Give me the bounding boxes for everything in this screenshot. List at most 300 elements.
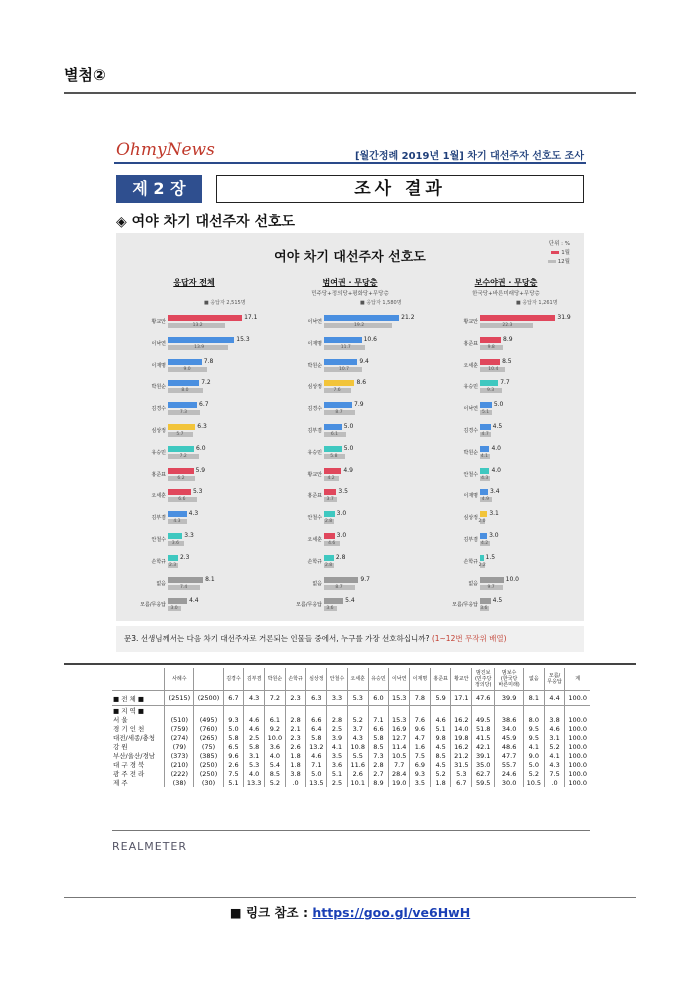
- table-cell: 4.4: [544, 691, 565, 706]
- value-previous: 2.3: [168, 562, 177, 568]
- value-previous: 4.7: [481, 432, 489, 437]
- candidate-name: 박원순: [151, 384, 166, 391]
- candidate-name: 김경수: [307, 406, 322, 413]
- table-cell: [451, 706, 472, 716]
- table-cell: 4.3: [244, 691, 265, 706]
- candidate-name: 심상정: [151, 428, 166, 434]
- table-cell: 4.3: [347, 733, 368, 742]
- table-cell: 4.1: [327, 742, 348, 751]
- bar-current: [480, 446, 489, 452]
- table-cell: 5.5: [347, 751, 368, 760]
- table-cell: 5.9: [430, 691, 451, 706]
- table-cell: .0: [544, 778, 565, 787]
- table-cell: 제 주: [113, 779, 128, 787]
- unit-label: 단위 : %: [548, 241, 570, 247]
- table-cell: 2.1: [285, 724, 306, 733]
- value-previous: 2.0: [478, 519, 486, 525]
- value-previous: 6.6: [178, 497, 186, 503]
- table-cell: ■ 전 체 ■: [112, 691, 165, 706]
- value-previous: 4.3: [173, 519, 181, 525]
- table-cell: 2.8: [368, 760, 389, 769]
- value-current: 6.3: [197, 423, 207, 430]
- value-previous: 9.0: [183, 366, 191, 372]
- table-cell: 범보수 (한국당 바른미래): [495, 668, 524, 691]
- table-cell: 5.4: [265, 760, 286, 769]
- table-cell: 없음: [523, 668, 544, 691]
- table-cell: 유승민: [368, 668, 389, 691]
- value-previous: 10.4: [488, 366, 499, 372]
- table-cell: 15.3: [389, 691, 410, 706]
- table-cell: 5.3: [347, 691, 368, 706]
- group-base: ■ 응답자 1,261명: [516, 300, 558, 306]
- value-previous: 10.7: [338, 366, 349, 372]
- table-cell: [165, 706, 194, 716]
- candidate-name: 홍준표: [151, 471, 166, 478]
- link-label: ■ 링크 참조 :: [229, 905, 313, 920]
- table-row: [112, 769, 590, 778]
- table-cell: 8.0: [523, 715, 544, 724]
- table-cell: 35.0: [472, 760, 495, 769]
- table-cell: ■ 지 역 ■: [113, 707, 145, 715]
- table-cell: 6.7: [451, 778, 472, 787]
- bar-current: [480, 533, 487, 539]
- table-cell: 55.7: [495, 760, 524, 769]
- section-title: ◈ 여야 차기 대선주자 선호도: [116, 214, 296, 230]
- table-cell: 100.0: [565, 778, 590, 787]
- table-cell: 16.2: [451, 715, 472, 724]
- value-current: 10.6: [363, 335, 377, 343]
- value-previous: 4.3: [481, 475, 489, 481]
- table-cell: 5.1: [430, 724, 451, 733]
- value-current: 9.7: [360, 575, 370, 583]
- table-cell: 7.7: [389, 760, 410, 769]
- table-cell: [565, 706, 590, 716]
- value-previous: 6.2: [177, 475, 185, 481]
- table-cell: 13.2: [306, 742, 327, 751]
- table-cell: 홍준표: [430, 668, 451, 691]
- value-current: 5.4: [345, 597, 355, 605]
- table-cell: 100.0: [565, 715, 590, 724]
- group-title: 범여권 · 무당층: [322, 278, 378, 287]
- legend-previous: 12월: [557, 259, 570, 265]
- table-cell: 2.5: [327, 778, 348, 787]
- table-cell: (250): [194, 760, 223, 769]
- legend-swatch-previous: [548, 260, 556, 263]
- bar-current: [480, 402, 492, 408]
- table-cell: 6.0: [368, 691, 389, 706]
- table-total-row: [112, 691, 590, 706]
- table-cell: [223, 706, 244, 716]
- table-cell: 13.5: [306, 778, 327, 787]
- table-cell: 4.0: [265, 751, 286, 760]
- table-cell: 4.3: [544, 760, 565, 769]
- table-cell: 4.5: [430, 742, 451, 751]
- candidate-name: 없음: [312, 580, 322, 587]
- table-cell: 59.5: [472, 778, 495, 787]
- table-cell: 47.7: [495, 751, 524, 760]
- table-cell: [544, 706, 565, 716]
- table-cell: 41.5: [472, 733, 495, 742]
- table-cell: 39.9: [495, 691, 524, 706]
- table-cell: 6.9: [410, 760, 431, 769]
- candidate-name: 김부겸: [151, 515, 166, 522]
- brand-divider: [114, 162, 586, 164]
- value-current: 4.0: [491, 466, 501, 474]
- bar-current: [324, 511, 335, 517]
- table-section-row: [112, 706, 590, 716]
- bar-current: [324, 555, 334, 561]
- value-current: 15.3: [236, 335, 250, 343]
- table-cell: 5.2: [265, 778, 286, 787]
- table-cell: 30.0: [495, 778, 524, 787]
- table-cell: 7.5: [544, 769, 565, 778]
- table-cell: 100.0: [565, 760, 590, 769]
- table-cell: 김경수: [223, 668, 244, 691]
- value-current: 3.1: [489, 510, 499, 518]
- value-current: 4.5: [492, 423, 503, 430]
- group-title: 응답자 전체: [173, 278, 215, 287]
- table-cell: (495): [194, 715, 223, 724]
- table-cell: 28.4: [389, 769, 410, 778]
- table-cell: [410, 706, 431, 716]
- table-cell: 51.8: [472, 724, 495, 733]
- bar-current: [324, 337, 362, 343]
- candidate-name: 모름/무응답: [296, 602, 322, 609]
- table-cell: 9.3: [410, 769, 431, 778]
- table-cell: (759): [165, 724, 194, 733]
- bar-current: [480, 468, 489, 474]
- candidate-name: 모름/무응답: [452, 602, 478, 609]
- bottom-divider: [64, 897, 636, 898]
- table-cell: 10.1: [347, 778, 368, 787]
- table-cell: 4.1: [523, 742, 544, 751]
- table-cell: 2.3: [285, 691, 306, 706]
- value-previous: 8.7: [335, 410, 343, 416]
- candidate-name: 안철수: [307, 515, 322, 522]
- candidate-name: 손학규: [463, 558, 478, 565]
- bar-current: [324, 489, 336, 495]
- table-cell: [306, 706, 327, 716]
- table-cell: 대 구 경 북: [113, 761, 145, 769]
- value-previous: 5.7: [176, 432, 184, 437]
- table-cell: 3.8: [285, 769, 306, 778]
- value-previous: 9.8: [487, 344, 495, 350]
- bar-current: [324, 359, 357, 365]
- table-cell: [265, 706, 286, 716]
- table-row: [112, 760, 590, 769]
- value-previous: 7.3: [179, 410, 187, 416]
- table-cell: 3.9: [327, 733, 348, 742]
- table-cell: 3.1: [244, 751, 265, 760]
- table-cell: 황교안: [451, 668, 472, 691]
- table-cell: 2.6: [347, 769, 368, 778]
- table-cell: [194, 706, 223, 716]
- table-cell: 7.5: [410, 751, 431, 760]
- table-cell: 1.6: [410, 742, 431, 751]
- value-previous: 3.6: [171, 541, 179, 546]
- table-cell: 9.6: [223, 751, 244, 760]
- bar-current: [168, 489, 191, 495]
- table-cell: 42.1: [472, 742, 495, 751]
- value-previous: 7.4: [180, 584, 188, 590]
- table-cell: 5.2: [430, 769, 451, 778]
- value-previous: 3.0: [170, 606, 178, 612]
- table-cell: [327, 706, 348, 716]
- table-cell: 6.6: [368, 724, 389, 733]
- value-current: 7.8: [203, 357, 214, 365]
- value-previous: 22.3: [502, 323, 513, 328]
- table-cell: 2.5: [327, 724, 348, 733]
- table-cell: 9.6: [410, 724, 431, 733]
- group-base: ■ 응답자 2,515명: [204, 300, 246, 306]
- table-cell: 강 원: [113, 743, 128, 751]
- table-cell: 2.7: [368, 769, 389, 778]
- value-current: 5.0: [343, 423, 354, 430]
- table-cell: 62.7: [472, 769, 495, 778]
- value-current: 5.9: [195, 466, 206, 474]
- table-cell: [347, 706, 368, 716]
- table-cell: 31.5: [451, 760, 472, 769]
- table-cell: (75): [194, 742, 223, 751]
- table-row: [112, 733, 590, 742]
- realmeter-logo: REALMETER: [112, 840, 187, 853]
- table-cell: 8.5: [430, 751, 451, 760]
- table-cell: (250): [194, 769, 223, 778]
- group-subtitle: 한국당+바른미래당+무당층: [472, 291, 540, 297]
- value-previous: 8.0: [181, 388, 189, 394]
- candidate-name: 안철수: [463, 471, 478, 478]
- candidate-name: 김경수: [463, 428, 478, 434]
- table-cell: 8.5: [368, 742, 389, 751]
- table-cell: 박원순: [265, 668, 286, 691]
- candidate-name: 없음: [468, 580, 478, 587]
- value-current: 1.5: [485, 553, 496, 561]
- value-current: 21.2: [401, 314, 415, 321]
- value-previous: 4.6: [328, 541, 336, 546]
- table-cell: 9.8: [430, 733, 451, 742]
- bar-current: [168, 380, 199, 386]
- value-current: 4.0: [491, 444, 501, 452]
- candidate-name: 박원순: [307, 362, 322, 369]
- bar-current: [324, 468, 341, 474]
- value-previous: 6.1: [330, 432, 338, 437]
- bar-current: [480, 359, 500, 365]
- table-cell: 2.8: [327, 715, 348, 724]
- bar-current: [168, 337, 234, 343]
- table-cell: (38): [165, 778, 194, 787]
- candidate-name: 오세훈: [463, 362, 478, 369]
- table-cell: (222): [165, 769, 194, 778]
- candidate-name: 홍준표: [463, 340, 478, 347]
- table-cell: 2.5: [244, 733, 265, 742]
- crosstab-table: [112, 668, 590, 787]
- table-row: [112, 724, 590, 733]
- table-cell: 5.0: [306, 769, 327, 778]
- table-cell: 7.6: [410, 715, 431, 724]
- value-previous: 4.2: [327, 475, 335, 481]
- table-cell: .0: [285, 778, 306, 787]
- table-cell: 1.8: [430, 778, 451, 787]
- value-previous: 7.6: [333, 388, 341, 394]
- table-cell: 4.6: [544, 724, 565, 733]
- value-previous: 11.7: [340, 344, 351, 350]
- table-cell: 7.3: [368, 751, 389, 760]
- preference-chart: [116, 233, 584, 621]
- candidate-name: 손학규: [151, 558, 166, 565]
- value-current: 3.4: [490, 488, 500, 496]
- value-current: 6.0: [196, 444, 206, 452]
- table-cell: 100.0: [565, 751, 590, 760]
- value-current: 3.0: [336, 532, 347, 539]
- value-previous: 2.8: [324, 519, 333, 525]
- table-cell: 7.1: [368, 715, 389, 724]
- table-cell: 5.8: [368, 733, 389, 742]
- table-cell: 이낙연: [389, 668, 410, 691]
- table-cell: 100.0: [565, 742, 590, 751]
- table-cell: 2.6: [223, 760, 244, 769]
- question-text: 문3. 선생님께서는 다음 차기 대선주자로 거론되는 인물들 중에서, 누구를 가장 선호하십니까?: [124, 634, 430, 643]
- candidate-name: 심상정: [463, 515, 478, 522]
- value-current: 4.3: [188, 510, 199, 518]
- bar-current: [168, 555, 178, 561]
- table-cell: 6.6: [306, 715, 327, 724]
- candidate-name: 유승민: [151, 449, 166, 456]
- table-cell: 3.7: [347, 724, 368, 733]
- table-cell: 안철수: [327, 668, 348, 691]
- table-cell: 7.2: [265, 691, 286, 706]
- value-current: 9.4: [359, 357, 369, 365]
- value-current: 5.3: [192, 488, 203, 496]
- table-cell: [472, 706, 495, 716]
- table-cell: 3.5: [327, 751, 348, 760]
- bar-current: [168, 424, 195, 430]
- table-cell: 5.0: [223, 724, 244, 733]
- table-cell: 38.6: [495, 715, 524, 724]
- table-cell: 7.1: [306, 760, 327, 769]
- candidate-name: 김경수: [151, 406, 166, 413]
- value-current: 6.7: [199, 401, 209, 409]
- table-cell: 6.7: [223, 691, 244, 706]
- table-cell: 9.5: [523, 724, 544, 733]
- table-cell: 48.6: [495, 742, 524, 751]
- table-cell: 4.6: [430, 715, 451, 724]
- table-cell: 100.0: [565, 769, 590, 778]
- table-cell: 5.1: [327, 769, 348, 778]
- legend-current: 1월: [561, 250, 570, 256]
- bar-current: [480, 511, 487, 517]
- value-current: 2.3: [179, 553, 190, 561]
- table-row: [112, 751, 590, 760]
- bar-current: [480, 337, 501, 343]
- bar-current: [168, 511, 187, 517]
- bar-current: [480, 315, 555, 321]
- table-cell: 5.2: [544, 742, 565, 751]
- table-cell: 49.5: [472, 715, 495, 724]
- table-cell: 4.6: [306, 751, 327, 760]
- value-current: 7.7: [500, 379, 510, 387]
- candidate-name: 김부겸: [307, 428, 322, 434]
- bar-current: [168, 598, 187, 604]
- table-cell: 16.9: [389, 724, 410, 733]
- value-current: 31.9: [557, 314, 571, 321]
- table-cell: (265): [194, 733, 223, 742]
- table-cell: 3.6: [327, 760, 348, 769]
- table-cell: 계: [565, 668, 590, 691]
- table-cell: 3.1: [544, 733, 565, 742]
- table-cell: 오세훈: [347, 668, 368, 691]
- table-cell: 100.0: [565, 691, 590, 706]
- table-cell: 서 울: [113, 716, 128, 724]
- value-previous: 5.8: [330, 453, 338, 459]
- bar-current: [324, 598, 343, 604]
- value-previous: 9.3: [486, 388, 495, 394]
- value-previous: 4.2: [480, 541, 489, 546]
- table-cell: 광 주 전 라: [113, 770, 145, 778]
- table-bottom-rule: [112, 830, 590, 831]
- candidate-name: 홍준표: [307, 493, 322, 500]
- value-previous: 2.2: [478, 562, 486, 568]
- table-cell: 5.1: [223, 778, 244, 787]
- table-cell: 9.0: [523, 751, 544, 760]
- group-title: 보수야권 · 무당층: [474, 278, 538, 287]
- bar-current: [168, 315, 242, 321]
- table-cell: 6.1: [265, 715, 286, 724]
- table-cell: (79): [165, 742, 194, 751]
- value-current: 5.0: [493, 401, 504, 409]
- table-cell: 39.1: [472, 751, 495, 760]
- value-previous: 3.6: [326, 606, 334, 612]
- table-cell: [368, 706, 389, 716]
- candidate-name: 김부겸: [463, 537, 478, 543]
- value-current: 3.5: [338, 488, 348, 496]
- value-previous: 13.2: [192, 323, 203, 328]
- table-cell: 21.2: [451, 751, 472, 760]
- top-divider: [64, 92, 636, 94]
- table-cell: (760): [194, 724, 223, 733]
- candidate-name: 이낙연: [307, 319, 322, 325]
- table-cell: 5.3: [451, 769, 472, 778]
- table-cell: [285, 706, 306, 716]
- chapter-title: 조사 결과: [216, 175, 584, 203]
- table-cell: [194, 668, 223, 691]
- bar-current: [324, 380, 354, 386]
- table-cell: (210): [165, 760, 194, 769]
- table-cell: 이재명: [410, 668, 431, 691]
- value-previous: 4.9: [481, 497, 489, 503]
- table-cell: 심상정: [306, 668, 327, 691]
- table-cell: 5.2: [347, 715, 368, 724]
- table-cell: 34.0: [495, 724, 524, 733]
- table-cell: 47.6: [472, 691, 495, 706]
- bar-current: [480, 380, 498, 386]
- bar-current: [168, 446, 194, 452]
- table-cell: [112, 668, 165, 691]
- value-current: 3.0: [489, 532, 499, 539]
- table-cell: [389, 706, 410, 716]
- table-cell: 4.7: [410, 733, 431, 742]
- candidate-name: 없음: [156, 580, 166, 587]
- table-cell: (2500): [194, 691, 223, 706]
- candidate-name: 심상정: [307, 384, 322, 391]
- table-cell: 2.8: [285, 715, 306, 724]
- candidate-name: 황교안: [307, 471, 322, 478]
- table-cell: 3.5: [410, 778, 431, 787]
- table-cell: 김부겸: [244, 668, 265, 691]
- reference-link[interactable]: https://goo.gl/ve6HwH: [312, 905, 471, 920]
- table-cell: 6.4: [306, 724, 327, 733]
- bar-current: [324, 577, 358, 583]
- table-cell: [495, 706, 524, 716]
